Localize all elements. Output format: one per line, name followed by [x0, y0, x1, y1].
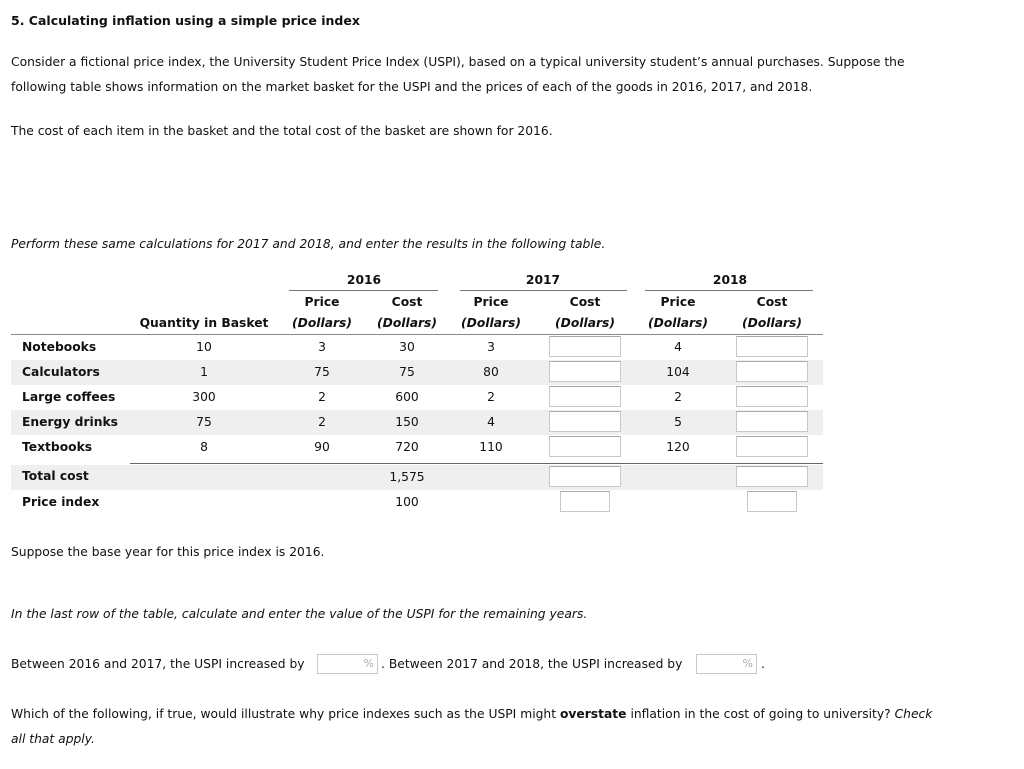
cost-2016-cell: 720 — [395, 440, 419, 454]
notebooks-cost-2017-input[interactable] — [549, 336, 621, 357]
price-2018-cell: 104 — [666, 365, 690, 379]
problem-title: 5. Calculating inflation using a simple price index — [11, 13, 360, 28]
row-label-calculators: Calculators — [22, 365, 100, 379]
cost-2016-cell: 30 — [399, 340, 415, 354]
energy-drinks-cost-2017-input[interactable] — [549, 411, 621, 432]
increase-2017-2018-input[interactable] — [696, 654, 757, 674]
price-2016-cell: 2 — [318, 390, 326, 404]
col-unit-cost-2016: (Dollars) — [376, 316, 438, 330]
quantity-cell: 1 — [200, 365, 208, 379]
year-header-2018: 2018 — [712, 273, 748, 287]
quantity-cell: 8 — [200, 440, 208, 454]
col-unit-price-2018: (Dollars) — [647, 316, 709, 330]
row-label-total-cost: Total cost — [22, 469, 89, 483]
base-year-note: Suppose the base year for this price index is 2016. — [11, 545, 325, 559]
question-pre: Which of the following, if true, would illustrate why price indexes such as the USPI might — [11, 707, 560, 721]
price-2016-cell: 2 — [318, 415, 326, 429]
row-label-notebooks: Notebooks — [22, 340, 97, 354]
percent-sign: % — [363, 657, 374, 670]
cost-note: The cost of each item in the basket and the total cost of the basket are shown for 2016. — [11, 124, 553, 138]
price-2018-cell: 5 — [674, 415, 682, 429]
energy-drinks-cost-2018-input[interactable] — [736, 411, 808, 432]
question-check: Check — [894, 707, 933, 721]
year-header-2016: 2016 — [346, 273, 382, 287]
price-2017-cell: 110 — [479, 440, 503, 454]
cost-2016-cell: 150 — [395, 415, 419, 429]
question-bold: overstate — [559, 707, 627, 721]
increase-2016-2017-input[interactable] — [317, 654, 378, 674]
row-label-price-index: Price index — [22, 495, 100, 509]
year-underline-2018 — [645, 290, 813, 291]
col-header-price-2018: Price — [660, 295, 696, 309]
row-label-energy-drinks: Energy drinks — [22, 415, 118, 429]
row-label-large-coffees: Large coffees — [22, 390, 116, 404]
price-index-2016: 100 — [395, 495, 419, 509]
notebooks-cost-2018-input[interactable] — [736, 336, 808, 357]
intro-line-2: following table shows information on the market basket for the USPI and the prices of each of the goods in 2016, 2017, and 2018. — [11, 80, 813, 94]
increase-text-1: Between 2016 and 2017, the USPI increased by — [11, 657, 305, 671]
price-2018-cell: 120 — [666, 440, 690, 454]
calculators-cost-2017-input[interactable] — [549, 361, 621, 382]
row-band — [11, 360, 823, 385]
price-2018-cell: 4 — [674, 340, 682, 354]
col-header-cost-2018: Cost — [756, 295, 788, 309]
percent-sign: % — [742, 657, 753, 670]
last-row-instruction: In the last row of the table, calculate and enter the value of the USPI for the remaining years. — [11, 607, 588, 621]
col-unit-cost-2017: (Dollars) — [554, 316, 616, 330]
large-coffees-cost-2017-input[interactable] — [549, 386, 621, 407]
col-unit-cost-2018: (Dollars) — [741, 316, 803, 330]
col-header-price-2016: Price — [304, 295, 340, 309]
year-underline-2016 — [289, 290, 438, 291]
price-index-2018-input[interactable] — [747, 491, 797, 512]
year-underline-2017 — [460, 290, 627, 291]
price-2017-cell: 2 — [487, 390, 495, 404]
header-divider — [11, 334, 823, 335]
large-coffees-cost-2018-input[interactable] — [736, 386, 808, 407]
quantity-cell: 300 — [192, 390, 216, 404]
col-header-cost-2016: Cost — [391, 295, 423, 309]
increase-text-2: . Between 2017 and 2018, the USPI increased by — [381, 657, 683, 671]
quantity-cell: 10 — [196, 340, 212, 354]
calculators-cost-2018-input[interactable] — [736, 361, 808, 382]
price-2018-cell: 2 — [674, 390, 682, 404]
price-2017-cell: 4 — [487, 415, 495, 429]
col-header-price-2017: Price — [473, 295, 509, 309]
col-unit-price-2017: (Dollars) — [460, 316, 522, 330]
col-header-quantity: Quantity in Basket — [139, 316, 269, 330]
price-2016-cell: 90 — [314, 440, 330, 454]
question-line-1 — [11, 707, 932, 721]
col-header-cost-2017: Cost — [569, 295, 601, 309]
sentence-period: . — [761, 657, 765, 671]
price-2016-cell: 3 — [318, 340, 326, 354]
price-index-2017-input[interactable] — [560, 491, 610, 512]
cost-2016-cell: 600 — [395, 390, 419, 404]
total-cost-2016: 1,575 — [389, 470, 425, 484]
cost-2016-cell: 75 — [399, 365, 415, 379]
total-cost-2017-input[interactable] — [549, 466, 621, 487]
textbooks-cost-2018-input[interactable] — [736, 436, 808, 457]
price-2016-cell: 75 — [314, 365, 330, 379]
total-cost-2018-input[interactable] — [736, 466, 808, 487]
col-unit-price-2016: (Dollars) — [291, 316, 353, 330]
total-divider — [130, 463, 823, 464]
intro-line-1: Consider a fictional price index, the University Student Price Index (USPI), based on a typical university student’s annual purchases. Suppose the — [11, 55, 905, 69]
question-post: inflation in the cost of going to university? — [626, 707, 895, 721]
price-2017-cell: 3 — [487, 340, 495, 354]
quantity-cell: 75 — [196, 415, 212, 429]
textbooks-cost-2017-input[interactable] — [549, 436, 621, 457]
year-header-2017: 2017 — [525, 273, 561, 287]
question-line-2: all that apply. — [11, 732, 95, 746]
row-label-textbooks: Textbooks — [22, 440, 93, 454]
price-2017-cell: 80 — [483, 365, 499, 379]
instruction-text: Perform these same calculations for 2017 and 2018, and enter the results in the following table. — [11, 237, 606, 251]
